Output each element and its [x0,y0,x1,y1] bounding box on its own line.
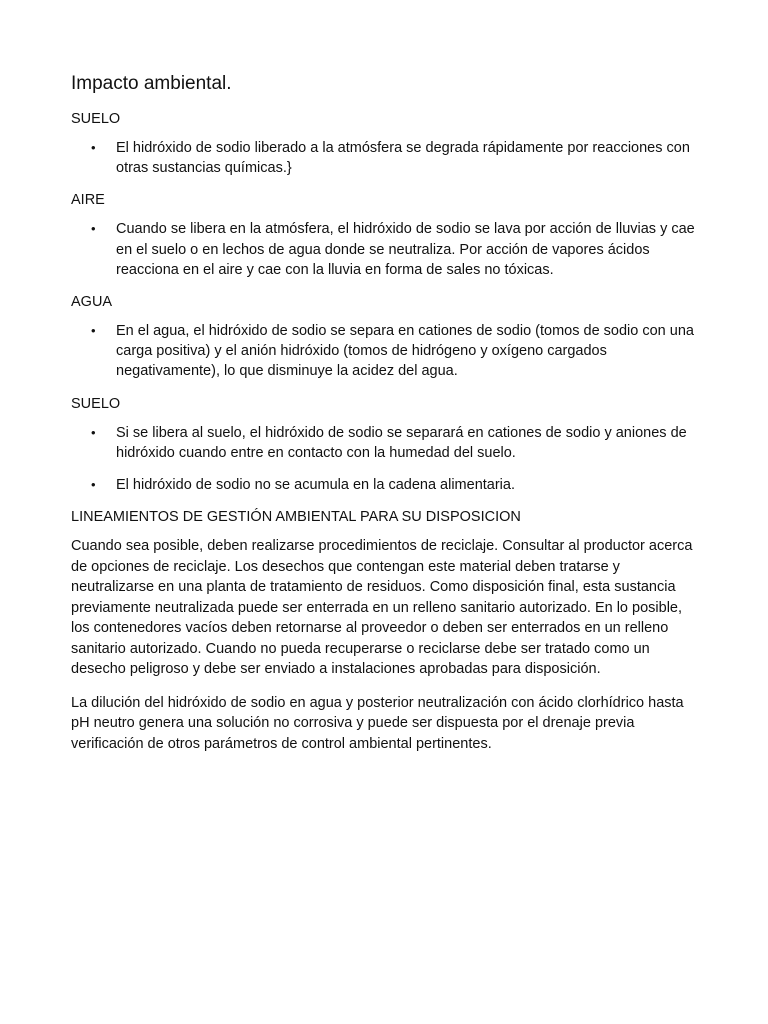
list-item [71,423,701,463]
list-item-text: Si se libera al suelo, el hidróxido de sodio se separará en cationes de sodio y aniones de hidróxido cuando entre en contacto con la humedad del suelo. [116,424,687,461]
list-item [71,475,701,495]
guidelines-heading: LINEAMIENTOS DE GESTIÓN AMBIENTAL PARA SU DISPOSICION [71,509,521,526]
bullet-list [71,321,701,382]
section-suelo-1 [71,109,701,178]
list-item-text: Cuando se libera en la atmósfera, el hidróxido de sodio se lava por acción de lluvias y cae en el suelo o en lechos de agua donde se neutraliza. Por acción de vapores ácidos reacciona en el aire y cae con la lluvia en forma de sales no tóxicas. [116,221,695,278]
bullet-glyph: • [91,140,96,155]
bullet-list [71,219,701,280]
bullet-glyph: • [91,221,96,237]
bullet-glyph: • [91,424,96,440]
bullet-glyph: • [91,477,96,493]
paragraph: La dilución del hidróxido de sodio en agua y posterior neutralización con ácido clorhídrico hasta pH neutro genera una solución no corrosiva y puede ser dispuesta por el drenaje previa verificación de otros parámetros de control ambiental pertinentes. [71,694,684,752]
list-item [71,219,701,280]
document-page [71,72,701,767]
section-aire [71,190,701,280]
list-item-text: El hidróxido de sodio liberado a la atmósfera se degrada rápidamente por reacciones con otras sustancias químicas.} [116,140,690,177]
section-suelo-2 [71,394,701,496]
bullet-glyph: • [91,323,96,339]
section-heading: AGUA [71,294,113,311]
list-item [71,321,701,382]
list-item-text: El hidróxido de sodio no se acumula en la cadena alimentaria. [116,477,515,494]
section-heading: SUELO [71,395,121,412]
document-title: Impacto ambiental. [71,73,232,94]
section-agua [71,292,701,382]
bullet-list [71,138,701,178]
paragraph: Cuando sea posible, deben realizarse procedimientos de reciclaje. Consultar al productor acerca de opciones de reciclaje. Los desechos que contengan este material deben tratarse y neutralizarse en una planta de tratamiento de residuos. Como disposición final, esta sustancia previamente neutralizada puede ser enterrada en un relleno sanitario autorizado. En lo posible, los contenedores vacíos deben retornarse al proveedor o deben ser enterrados en un relleno sanitario autorizado. Cuando no pueda recuperarse o reciclarse debe ser tratado como un desecho peligroso y debe ser enviado a instalaciones aprobadas para disposición. [71,538,693,678]
list-item-text: En el agua, el hidróxido de sodio se separa en cationes de sodio (tomos de sodio con una carga positiva) y el anión hidróxido (tomos de hidrógeno y oxígeno cargados negativamente), lo que disminuye la acidez del agua. [116,323,694,380]
section-heading: SUELO [71,111,121,127]
section-heading: AIRE [71,192,105,209]
bullet-list [71,423,701,496]
list-item [71,138,701,178]
